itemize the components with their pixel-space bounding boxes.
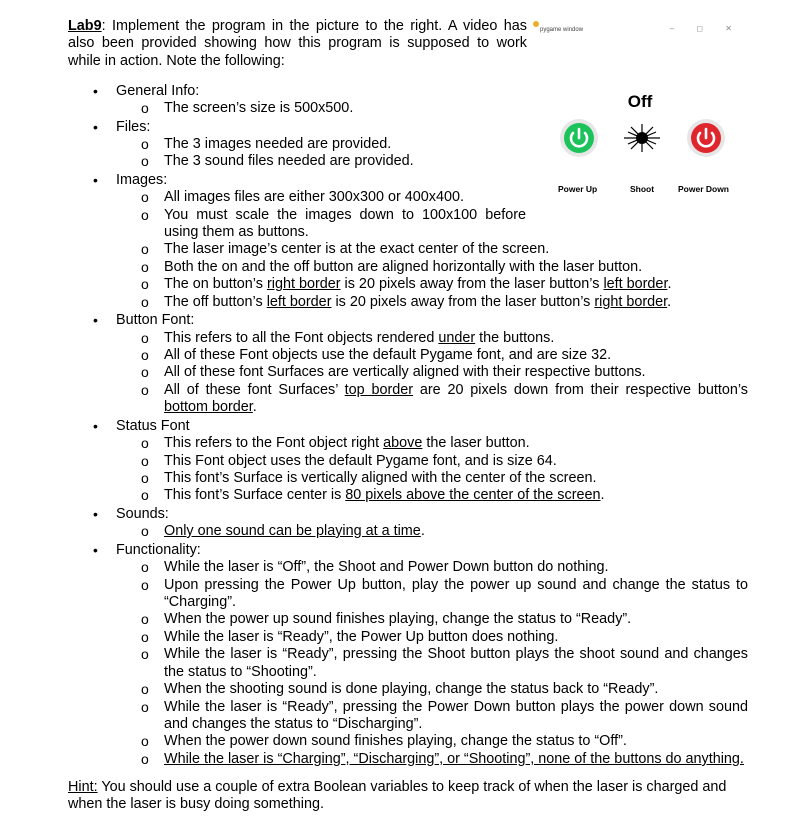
sub-bullet: o — [141, 453, 149, 469]
underlined-text: top border — [344, 382, 414, 398]
sub-bullet: o — [141, 611, 149, 627]
list-item — [164, 382, 748, 399]
list-item: All of these font Surfaces are vertically aligned with their respective buttons. — [164, 364, 646, 380]
underlined-text: right border — [594, 294, 668, 310]
sub-bullet: o — [141, 435, 149, 451]
list-item: The screen’s size is 500x500. — [164, 100, 354, 116]
shoot-label: Shoot — [630, 184, 655, 194]
text: are 20 pixels down from their respective button’s — [413, 382, 748, 398]
underlined-text: above — [383, 435, 423, 451]
power-up-label: Power Up — [558, 184, 598, 194]
underlined-text: bottom border — [164, 399, 253, 415]
text: . — [252, 399, 257, 415]
underlined-text: left border — [603, 276, 668, 292]
sub-bullet: o — [141, 153, 149, 169]
list-item: While the laser is “Charging”, “Discharging”, or “Shooting”, none of the buttons do anything. — [164, 751, 744, 767]
text: . — [600, 487, 605, 503]
bullet: • — [93, 542, 98, 558]
laser-shoot-icon — [622, 118, 662, 158]
section-images-title: Images: — [116, 172, 168, 188]
sub-bullet: o — [141, 470, 149, 486]
list-item: All images files are either 300x300 or 400x400. — [164, 189, 464, 205]
sub-bullet: o — [141, 276, 149, 292]
list-item-continued: “Charging”. — [164, 594, 236, 610]
section-functionality-title: Functionality: — [116, 542, 201, 558]
list-item: This font’s Surface is vertically aligned with the center of the screen. — [164, 470, 597, 486]
sub-bullet: o — [141, 189, 149, 205]
list-item: When the power down sound finishes playing, change the status to “Off”. — [164, 733, 627, 749]
list-item: This Font object uses the default Pygame font, and is size 64. — [164, 453, 557, 469]
text: . — [420, 523, 425, 539]
sub-bullet: o — [141, 364, 149, 380]
list-item: While the laser is “Ready”, pressing the Power Down button plays the power down sound — [164, 699, 748, 715]
list-item: When the shooting sound is done playing, change the status back to “Ready”. — [164, 681, 659, 697]
list-item: The laser image’s center is at the exact center of the screen. — [164, 241, 550, 257]
sub-bullet: o — [141, 559, 149, 575]
pygame-logo-icon — [532, 20, 540, 28]
text: . — [667, 276, 672, 292]
text: is 20 pixels away from the laser button’s — [331, 294, 595, 310]
underlined-text: right border — [266, 276, 341, 292]
sub-bullet: o — [141, 523, 149, 539]
section-files-title: Files: — [116, 119, 151, 135]
list-item — [164, 435, 530, 452]
sub-bullet: o — [141, 646, 149, 662]
text: is 20 pixels away from the laser button’s — [340, 276, 604, 292]
list-item-continued: using them as buttons. — [164, 224, 309, 240]
bullet: • — [93, 418, 98, 434]
text: The on button’s — [164, 276, 267, 292]
bullet: • — [93, 119, 98, 135]
hint-text: You should use a couple of extra Boolean variables to keep track of when the laser is charged and — [97, 779, 727, 795]
sub-bullet: o — [141, 259, 149, 275]
list-item: When the power up sound finishes playing, change the status to “Ready”. — [164, 611, 632, 627]
list-item-continued: and changes the status to “Discharging”. — [164, 716, 423, 732]
text: the laser button. — [422, 435, 530, 451]
status-label: Off — [627, 92, 653, 111]
list-item — [164, 294, 671, 311]
list-item: While the laser is “Off”, the Shoot and Power Down button do nothing. — [164, 559, 609, 575]
sub-bullet: o — [141, 136, 149, 152]
section-statusfont-title: Status Font — [116, 418, 190, 434]
intro-paragraph — [68, 18, 527, 70]
list-item-continued — [164, 399, 257, 416]
sub-bullet: o — [141, 207, 149, 223]
hint-label: Hint: — [68, 779, 98, 795]
sub-bullet: o — [141, 241, 149, 257]
sub-bullet: o — [141, 382, 149, 398]
underlined-text: left border — [266, 294, 332, 310]
underlined-text: under — [438, 330, 476, 346]
list-item — [164, 523, 425, 540]
list-item: The 3 images needed are provided. — [164, 136, 392, 152]
bullet: • — [93, 312, 98, 328]
list-item: While the laser is “Ready”, the Power Up button does nothing. — [164, 629, 559, 645]
list-item: You must scale the images down to 100x100 before — [164, 207, 526, 223]
sub-bullet: o — [141, 577, 149, 593]
bullet: • — [93, 172, 98, 188]
sub-bullet: o — [141, 699, 149, 715]
section-buttonfont-title: Button Font: — [116, 312, 195, 328]
text: This refers to the Font object right — [164, 435, 384, 451]
sub-bullet: o — [141, 330, 149, 346]
text: . — [667, 294, 672, 310]
bullet: • — [93, 506, 98, 522]
list-item — [164, 487, 605, 504]
section-general-title: General Info: — [116, 83, 200, 99]
sub-bullet: o — [141, 751, 149, 767]
sub-bullet: o — [141, 487, 149, 503]
sub-bullet: o — [141, 100, 149, 116]
list-item-continued: the status to “Shooting”. — [164, 664, 317, 680]
power-down-button-icon — [686, 118, 726, 158]
list-item: While the laser is “Ready”, pressing the Shoot button plays the shoot sound and changes — [164, 646, 748, 662]
window-controls: – ◻ ✕ — [669, 24, 742, 33]
text: the buttons. — [475, 330, 555, 346]
list-item: The 3 sound files needed are provided. — [164, 153, 414, 169]
text: The off button’s — [164, 294, 267, 310]
power-down-label: Power Down — [678, 184, 730, 194]
window-title: pygame window — [540, 27, 584, 33]
sub-bullet: o — [141, 629, 149, 645]
intro-text: : Implement the program in the picture to the right. A video has also been provided showing how this program is supposed to work while in action. Note the following: — [68, 18, 527, 69]
text: This refers to all the Font objects rendered — [164, 330, 439, 346]
underlined-text: 80 pixels above the center of the screen — [345, 487, 601, 503]
section-sounds-title: Sounds: — [116, 506, 169, 522]
list-item: Upon pressing the Power Up button, play the power up sound and change the status to — [164, 577, 748, 593]
power-up-button-icon — [559, 118, 599, 158]
hint-line-continued: when the laser is busy doing something. — [68, 796, 324, 812]
list-item: All of these Font objects use the default Pygame font, and are size 32. — [164, 347, 612, 363]
sub-bullet: o — [141, 681, 149, 697]
sub-bullet: o — [141, 294, 149, 310]
list-item — [164, 330, 554, 347]
sub-bullet: o — [141, 733, 149, 749]
text: All of these font Surfaces’ — [164, 382, 345, 398]
pygame-window-screenshot — [532, 16, 748, 194]
underlined-text: Only one sound can be playing at a time — [164, 523, 421, 539]
bullet: • — [93, 83, 98, 99]
list-item: Both the on and the off button are aligned horizontally with the laser button. — [164, 259, 643, 275]
hint-line — [68, 779, 726, 796]
sub-bullet: o — [141, 347, 149, 363]
text: This font’s Surface center is — [164, 487, 346, 503]
lab-title: Lab9 — [68, 18, 102, 34]
list-item — [164, 276, 671, 293]
